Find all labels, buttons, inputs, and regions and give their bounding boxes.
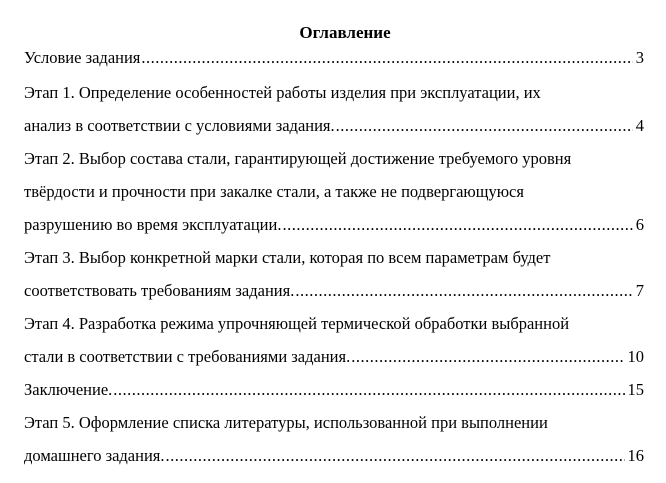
toc-entry[interactable] (24, 46, 644, 70)
toc-entry-text: Этап 3. Выбор конкретной марки стали, которая по всем параметрам будет (24, 248, 551, 267)
toc-entry-text: разрушению во время эксплуатации. (24, 215, 282, 234)
toc-entry[interactable] (24, 373, 644, 406)
toc-page-number: 16 (627, 446, 644, 465)
toc-entry-line (24, 46, 644, 70)
dot-leader (336, 109, 633, 142)
toc-page-number: 10 (627, 347, 644, 366)
toc-entry-line (24, 274, 644, 307)
toc-page-number: 6 (635, 215, 644, 234)
toc-page-number: 4 (635, 116, 644, 135)
toc-page-number: 7 (635, 281, 644, 300)
toc-entry-text: Заключение. (24, 380, 113, 399)
dot-leader (295, 274, 632, 307)
toc-entry-line (24, 439, 644, 472)
toc-entry-text: Этап 2. Выбор состава стали, гарантирующей достижение требуемого уровня (24, 149, 572, 168)
toc-entry-line (24, 208, 644, 241)
toc-entry[interactable] (24, 76, 644, 142)
toc-entry[interactable] (24, 142, 644, 241)
dot-leader (113, 373, 624, 406)
toc-entry-text: твёрдости и прочности при закалке стали, а также не подвергающуюся (24, 182, 524, 201)
toc-entry-text: Этап 1. Определение особенностей работы изделия при эксплуатации, их (24, 83, 541, 102)
toc-entry-text: Условие задания (24, 48, 141, 67)
toc-entry-text: Этап 5. Оформление списка литературы, использованной при выполнении (24, 413, 548, 432)
toc-page-number: 3 (635, 48, 644, 67)
toc-entry[interactable] (24, 406, 644, 472)
toc-entry-line (24, 340, 644, 373)
dot-leader (141, 46, 632, 70)
toc-title: Оглавление (299, 23, 391, 42)
toc-entry-line (24, 109, 644, 142)
toc-entry[interactable] (24, 307, 644, 373)
toc-entry-text: Этап 4. Разработка режима упрочняющей термической обработки выбранной (24, 314, 570, 333)
toc-entry-text: стали в соответствии с требованиями задания. (24, 347, 351, 366)
toc-entry-text: домашнего задания. (24, 446, 165, 465)
toc-entry-line (24, 373, 644, 406)
toc-entry-text: соответствовать требованиям задания. (24, 281, 295, 300)
toc-entry[interactable] (24, 241, 644, 307)
table-of-contents (24, 22, 644, 472)
toc-page-number: 15 (627, 380, 644, 399)
dot-leader (351, 340, 624, 373)
dot-leader (282, 208, 632, 241)
toc-entry-text: анализ в соответствии с условиями задания. (24, 116, 335, 135)
dot-leader (166, 439, 625, 472)
